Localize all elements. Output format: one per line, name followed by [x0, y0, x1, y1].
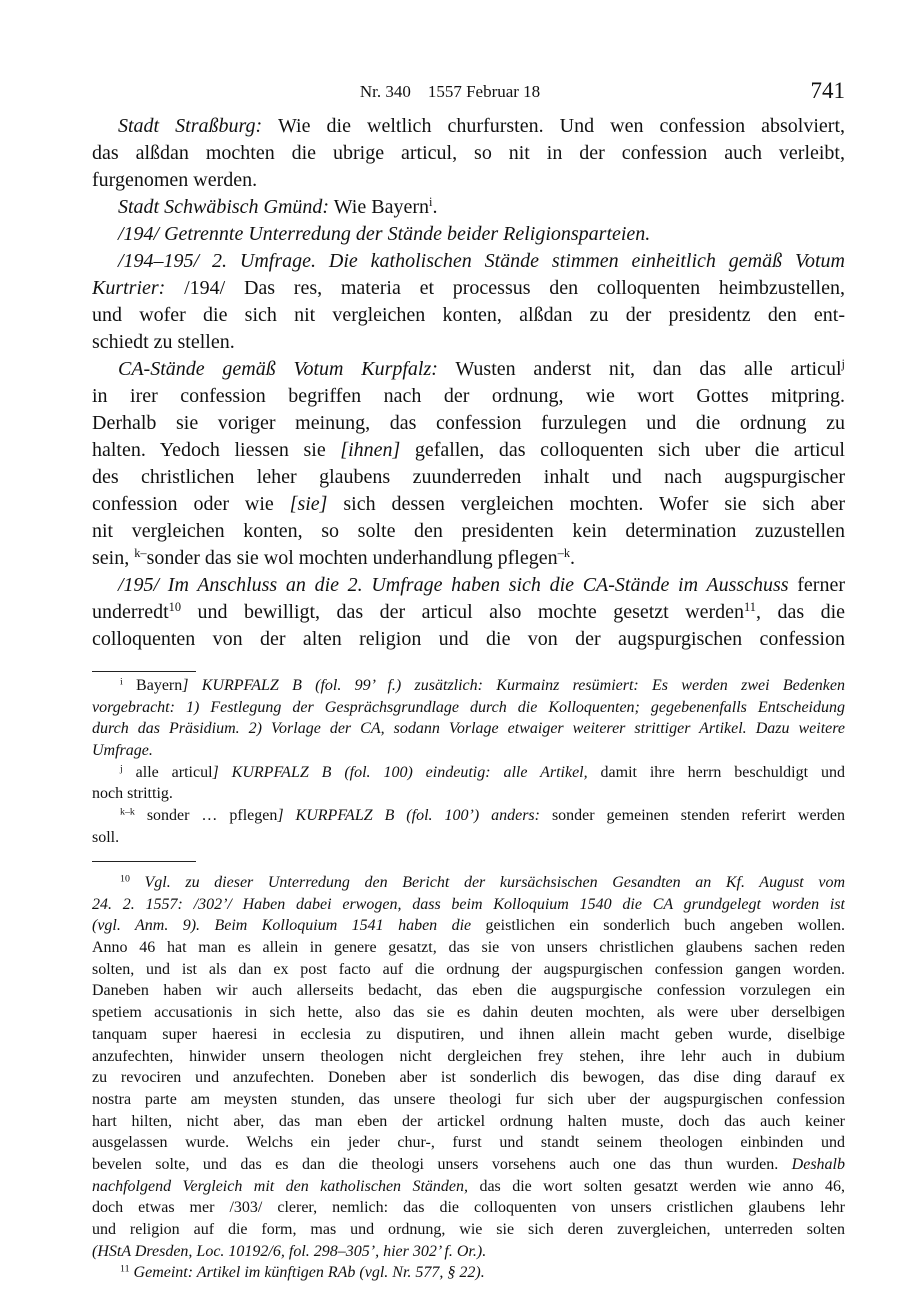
text-run: bevelen solte, und das es dan die theologi unsers vorsehens auch one das thun wurden.	[92, 1155, 792, 1173]
text-line	[92, 491, 845, 518]
note-marker: 11	[120, 1263, 130, 1275]
text-run: und bewilligt, das der articul also mochte gesetzt werden	[181, 601, 745, 623]
text-line	[92, 805, 845, 827]
paragraph	[92, 572, 845, 653]
text-line	[92, 275, 845, 302]
text-run: des christlichen leher glaubens zuunderreden inhalt und nach augspurgischer	[92, 466, 845, 488]
text-run: soll.	[92, 828, 120, 846]
text-run: tanquam super haeresi in ecclesia zu disputiren, und ihnen allein macht geben wurde, diselbige	[92, 1025, 845, 1043]
italic-run: /195/ Im Anschluss an die 2. Umfrage haben sich die CA-Stände im Ausschuss	[118, 574, 789, 596]
running-title: Nr. 340 1557 Februar 18	[359, 82, 541, 101]
text-run: in irer confession begriffen nach der ordnung, wie wort Gottes mitpring.	[92, 385, 845, 407]
text-line	[92, 1197, 845, 1219]
text-line	[92, 915, 845, 937]
note-marker: k–	[134, 546, 147, 561]
italic-run: ] KURPFALZ B (fol. 100) eindeutig: alle Artikel,	[212, 763, 588, 781]
italic-run: [ihnen]	[340, 439, 401, 461]
text-line	[92, 1219, 845, 1241]
text-line	[92, 1241, 845, 1263]
text-run: .	[570, 547, 576, 569]
text-line	[92, 302, 845, 329]
italic-run: (HStA Dresden, Loc. 10192/6, fol. 298–305’, hier 302’ f. Or.).	[92, 1242, 487, 1260]
text-run: /194/ Das res, materia et processus den colloquenten heimbzustellen,	[165, 277, 845, 299]
text-run: sein,	[92, 547, 135, 569]
text-run: confession oder wie	[92, 493, 290, 515]
italic-run: (vgl. Anm. 9). Beim Kolloquium 1541 haben die	[92, 917, 472, 935]
paragraph	[92, 113, 845, 194]
text-run: das die wort solten gesatzt werden wie anno 46,	[468, 1177, 845, 1195]
text-run: underredt	[92, 601, 169, 623]
text-run: Wie die weltlich churfursten. Und wen confession absolviert,	[262, 115, 845, 137]
text-run: geistlichen ein sonderlich buch angeben wollen.	[471, 917, 845, 935]
textual-notes	[92, 675, 845, 849]
text-line	[92, 437, 845, 464]
italic-run: Stadt Schwäbisch Gmünd:	[118, 196, 330, 218]
text-run: nit vergleichen konten, so solte den presidenten kein determination zuzustellen	[92, 520, 845, 542]
text-run: colloquenten von der alten religion und die von der augspurgischen confession	[92, 628, 845, 650]
italic-run: ] KURPFALZ B (fol. 100’) anders:	[277, 807, 540, 825]
text-line	[92, 740, 845, 762]
text-run: Anno 46 hat man es allein in genere gesatzt, das sie von unsers christlichen glaubens sachen reden	[92, 939, 845, 957]
text-line	[92, 626, 845, 653]
italic-run: ] KURPFALZ B (fol. 99’ f.) zusätzlich: Kurmainz resümiert: Es werden zwei Bedenken	[182, 677, 845, 694]
text-line	[92, 827, 845, 849]
footnote	[92, 805, 845, 848]
note-marker: 10	[168, 600, 182, 615]
text-run: Daneben haben wir auch allerseits bedacht, das eben die augspurgische confession vorzulegen ein	[92, 982, 845, 1000]
text-line	[92, 718, 845, 740]
text-line	[92, 1024, 845, 1046]
text-run: noch strittig.	[92, 785, 173, 803]
text-run: sich dessen vergleichen mochten. Wofer sie sich aber	[327, 493, 845, 515]
main-text	[92, 113, 845, 653]
text-line	[92, 1046, 845, 1068]
italic-run: nachfolgend Vergleich mit den katholischen Ständen,	[92, 1177, 469, 1195]
note-marker: 11	[744, 600, 756, 615]
text-run: Derhalb sie voriger meinung, das confession furzulegen und die ordnung zu	[92, 412, 845, 434]
note-marker: –k	[557, 546, 571, 561]
italic-run: durch das Präsidium. 2) Vorlage der CA, sodann Vorlage etwaiger weiterer strittiger Artikel. Dazu weitere	[92, 720, 845, 738]
text-run: sonder … pflegen	[134, 807, 278, 825]
text-run: solten, und ist als dan ex post facto auf die ordnung der augspurgischen confession gangen worden.	[92, 960, 845, 978]
text-run: spetiem accusationis in sich hette, also das sie es dahin deuten mochten, als were uber derselbigen	[92, 1004, 845, 1022]
italic-run: Stadt Straßburg:	[118, 115, 263, 137]
page-number: 741	[810, 78, 845, 103]
text-line	[92, 572, 845, 599]
text-run: , das die	[755, 601, 845, 623]
note-marker: j	[120, 763, 123, 775]
text-line	[92, 248, 845, 275]
text-line	[92, 1262, 845, 1284]
text-run: alle articul	[122, 763, 213, 781]
paragraph	[92, 194, 845, 221]
text-line	[92, 545, 845, 572]
text-run: ferner	[788, 574, 845, 596]
text-line	[92, 167, 845, 194]
text-line	[92, 464, 845, 491]
text-run: gefallen, das colloquenten sich uber die articul	[400, 439, 845, 461]
note-marker: 10	[120, 873, 130, 885]
text-line	[92, 1132, 845, 1154]
footnote	[92, 762, 845, 805]
page-header	[0, 78, 900, 106]
text-line	[92, 980, 845, 1002]
text-run: anzufechten, hinwider unsern theologen nicht dergleichen frey stehen, ihre lehr auch in dubium	[92, 1047, 845, 1065]
text-line	[92, 697, 845, 719]
italic-run: Kurtrier:	[92, 277, 166, 299]
commentary-notes	[92, 872, 845, 1284]
italic-run: Umfrage.	[92, 742, 153, 760]
text-line	[92, 410, 845, 437]
text-run: und wofer die sich nit vergleichen konten, alßdan zu der presidentz den ent-	[92, 304, 845, 326]
note-marker: i	[120, 676, 123, 688]
italic-run: /194–195/ 2. Umfrage. Die katholischen Stände stimmen einheitlich gemäß Votum	[118, 250, 845, 272]
text-line	[92, 675, 845, 697]
text-run: sonder das sie wol mochten underhandlung pflegen	[146, 547, 558, 569]
text-line	[92, 1154, 845, 1176]
paragraph	[92, 248, 845, 356]
text-run: furgenomen werden.	[92, 169, 258, 191]
text-line	[92, 1111, 845, 1133]
paragraph	[92, 221, 845, 248]
text-line	[92, 383, 845, 410]
text-line	[92, 1067, 845, 1089]
text-run: schiedt zu stellen.	[92, 331, 235, 353]
text-line	[92, 113, 845, 140]
text-line	[92, 937, 845, 959]
text-run: ausgelassen wurde. Welchs ein jeder chur-, furst und standt seinem theologen einbinden und	[92, 1134, 845, 1152]
text-run: und religion auf die form, mas und ordnung, wie sie sich deren zuvergleichen, unterreden solten	[92, 1221, 845, 1238]
text-run	[130, 874, 145, 891]
text-run: .	[432, 196, 438, 218]
text-run: Bayern	[122, 677, 183, 694]
italic-run: vorgebracht: 1) Festlegung der Gesprächsgrundlage durch die Kolloquenten; gegebenenfalls Entscheidung	[92, 698, 845, 716]
text-line	[92, 762, 845, 784]
footnote	[92, 675, 845, 762]
italic-run: 24. 2. 1557: /302’/ Haben dabei erwogen, dass beim Kolloquium 1540 die CA grundgelegt worden ist	[92, 895, 845, 913]
italic-run: CA-Stände gemäß Votum Kurpfalz:	[118, 358, 438, 380]
italic-run: [sie]	[289, 493, 328, 515]
text-line	[92, 872, 845, 894]
text-line	[92, 194, 845, 221]
text-run: zu revociren und anzufechten. Doneben aber ist sonderlich dis bewogen, das dise ding darauf ex	[92, 1069, 845, 1087]
text-run: sonder gemeinen stenden referirt werden	[539, 807, 845, 825]
text-line	[92, 1176, 845, 1198]
text-run: nostra parte am meysten stunden, das unsere theologi fur sich uber der augspurgischen confession	[92, 1090, 845, 1108]
text-line	[92, 783, 845, 805]
italic-run: Gemeint: Artikel im künftigen RAb (vgl. Nr. 577, § 22).	[133, 1264, 485, 1282]
text-line	[92, 140, 845, 167]
footnote	[92, 872, 845, 1262]
text-run: damit ihre herrn beschuldigt und	[587, 763, 845, 781]
text-run: doch etwas mer /303/ clerer, nemlich: das die colloquenten von unsers cristlichen glaubens lehr	[92, 1199, 845, 1217]
text-line	[92, 518, 845, 545]
italic-run: /194/ Getrennte Unterredung der Stände beider Religionsparteien.	[118, 223, 651, 245]
text-run: Wusten anderst nit, dan das alle articul	[437, 358, 842, 380]
text-run: Wie Bayern	[329, 196, 429, 218]
footnote	[92, 1262, 845, 1284]
note-marker: k–k	[120, 806, 135, 818]
text-line	[92, 1089, 845, 1111]
footnote-rule	[92, 861, 196, 862]
text-line	[92, 1002, 845, 1024]
note-marker: j	[841, 357, 845, 372]
footnote-rule	[92, 671, 196, 672]
text-line	[92, 599, 845, 626]
paragraph	[92, 356, 845, 572]
note-marker: i	[429, 195, 433, 210]
text-line	[92, 959, 845, 981]
text-line	[92, 356, 845, 383]
italic-run: Deshalb	[791, 1155, 845, 1173]
text-run: halten. Yedoch liessen sie	[92, 439, 341, 461]
italic-run: Vgl. zu dieser Unterredung den Bericht der kursächsischen Gesandten an Kf. August vom	[144, 874, 845, 891]
text-run: hart hilten, nicht aber, das man eben der artickel ordnung halten muste, doch das auch keiner	[92, 1112, 845, 1130]
text-run: das alßdan mochten die ubrige articul, so nit in der confession auch verleibt,	[92, 142, 845, 164]
text-line	[92, 221, 845, 248]
text-line	[92, 894, 845, 916]
text-line	[92, 329, 845, 356]
